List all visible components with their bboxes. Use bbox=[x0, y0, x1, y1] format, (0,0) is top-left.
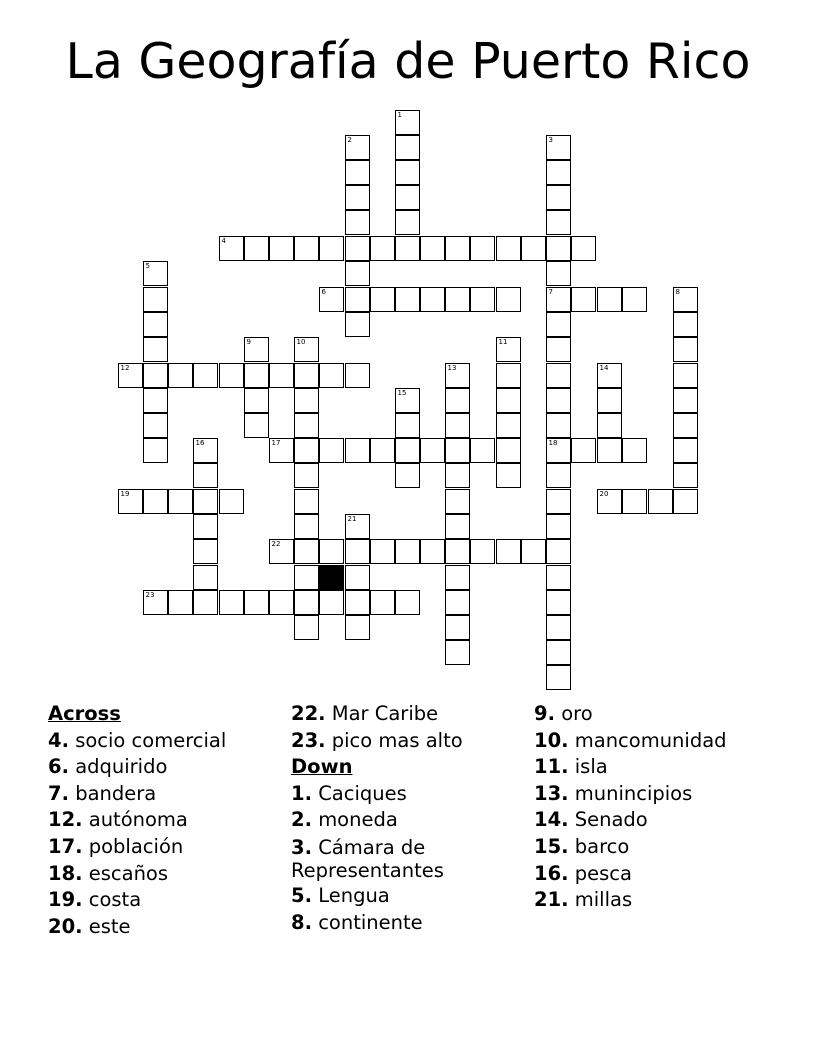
grid-cell[interactable] bbox=[345, 287, 371, 313]
grid-cell[interactable] bbox=[546, 463, 572, 489]
grid-cell[interactable] bbox=[294, 590, 320, 616]
grid-cell[interactable] bbox=[546, 640, 572, 666]
grid-cell[interactable] bbox=[395, 287, 421, 313]
grid-cell[interactable] bbox=[546, 210, 572, 236]
grid-cell[interactable] bbox=[193, 463, 219, 489]
cell-number: 17 bbox=[271, 438, 281, 447]
clue-number: 21. bbox=[534, 888, 569, 912]
grid-cell[interactable] bbox=[546, 565, 572, 591]
grid-cell[interactable] bbox=[445, 489, 471, 515]
grid-cell[interactable] bbox=[244, 363, 270, 389]
cell-number: 10 bbox=[296, 337, 306, 346]
clue-text: Senado bbox=[574, 808, 648, 832]
clue-text: costa bbox=[88, 888, 142, 912]
grid-cell[interactable] bbox=[143, 312, 169, 338]
page-title: La Geografía de Puerto Rico bbox=[65, 33, 751, 90]
grid-cell[interactable] bbox=[597, 413, 623, 439]
cell-number: 7 bbox=[548, 287, 553, 296]
grid-cell[interactable] bbox=[143, 590, 169, 616]
grid-cell[interactable] bbox=[294, 363, 320, 389]
grid-cell[interactable] bbox=[395, 438, 421, 464]
grid-cell[interactable] bbox=[496, 413, 522, 439]
clue-down-15 bbox=[534, 834, 727, 861]
grid-cell[interactable] bbox=[193, 514, 219, 540]
cell-number: 22 bbox=[271, 539, 281, 548]
grid-cell[interactable] bbox=[345, 590, 371, 616]
clue-across-18 bbox=[48, 861, 226, 888]
clue-number: 16. bbox=[534, 861, 569, 885]
clue-across-17 bbox=[48, 834, 226, 861]
grid-cell[interactable] bbox=[370, 287, 396, 313]
clue-text: Caciques bbox=[318, 781, 407, 805]
grid-cell[interactable] bbox=[470, 539, 496, 565]
clue-text: munincipios bbox=[574, 781, 693, 805]
clue-text: moneda bbox=[318, 808, 398, 832]
grid-cell[interactable] bbox=[546, 590, 572, 616]
cell-number: 9 bbox=[246, 337, 251, 346]
grid-cell[interactable] bbox=[571, 236, 597, 262]
grid-cell[interactable] bbox=[597, 388, 623, 414]
clue-down-14 bbox=[534, 807, 727, 834]
cell-number: 8 bbox=[675, 287, 680, 296]
clues-column-1 bbox=[48, 701, 226, 940]
grid-cell[interactable] bbox=[118, 363, 144, 389]
grid-cell[interactable] bbox=[345, 185, 371, 211]
cell-number: 19 bbox=[120, 489, 130, 498]
grid-cell[interactable] bbox=[143, 363, 169, 389]
clue-across-20 bbox=[48, 914, 226, 941]
cell-number: 6 bbox=[321, 287, 326, 296]
clue-down-16 bbox=[534, 861, 727, 888]
grid-cell[interactable] bbox=[319, 539, 345, 565]
clue-down-9 bbox=[534, 701, 727, 728]
grid-cell[interactable] bbox=[496, 463, 522, 489]
clue-text: adquirido bbox=[75, 755, 168, 779]
clue-number: 2. bbox=[291, 808, 312, 832]
grid-cell[interactable] bbox=[445, 363, 471, 389]
grid-cell[interactable] bbox=[244, 236, 270, 262]
cell-number: 15 bbox=[397, 388, 407, 397]
grid-cell[interactable] bbox=[420, 438, 446, 464]
grid-cell[interactable] bbox=[294, 514, 320, 540]
clue-number: 15. bbox=[534, 834, 569, 858]
grid-cell[interactable] bbox=[370, 438, 396, 464]
grid-cell[interactable] bbox=[673, 312, 699, 338]
grid-cell[interactable] bbox=[244, 337, 270, 363]
grid-cell[interactable] bbox=[168, 489, 194, 515]
grid-cell[interactable] bbox=[294, 489, 320, 515]
grid-cell[interactable] bbox=[445, 236, 471, 262]
cell-number: 5 bbox=[145, 261, 150, 270]
grid-cell[interactable] bbox=[143, 489, 169, 515]
grid-cell[interactable] bbox=[193, 565, 219, 591]
clue-number: 8. bbox=[291, 910, 312, 934]
cell-number: 12 bbox=[120, 363, 130, 372]
clue-across-22 bbox=[291, 701, 481, 728]
grid-cell[interactable] bbox=[395, 236, 421, 262]
grid-cell[interactable] bbox=[395, 135, 421, 161]
clue-number: 17. bbox=[48, 834, 83, 858]
clue-number: 7. bbox=[48, 781, 69, 805]
grid-cell[interactable] bbox=[370, 590, 396, 616]
grid-cell[interactable] bbox=[597, 287, 623, 313]
grid-cell[interactable] bbox=[546, 337, 572, 363]
grid-block bbox=[319, 565, 345, 591]
clue-text: pesca bbox=[574, 861, 632, 885]
grid-cell[interactable] bbox=[269, 590, 295, 616]
grid-cell[interactable] bbox=[269, 438, 295, 464]
cell-number: 23 bbox=[145, 590, 155, 599]
grid-cell[interactable] bbox=[345, 261, 371, 287]
clue-down-5 bbox=[291, 883, 481, 910]
clue-across-6 bbox=[48, 754, 226, 781]
grid-cell[interactable] bbox=[496, 236, 522, 262]
clue-down-21 bbox=[534, 887, 727, 914]
clue-number: 20. bbox=[48, 914, 83, 938]
grid-cell[interactable] bbox=[395, 388, 421, 414]
grid-cell[interactable] bbox=[168, 363, 194, 389]
clue-text: continente bbox=[318, 910, 423, 934]
clue-number: 19. bbox=[48, 888, 83, 912]
grid-cell[interactable] bbox=[470, 287, 496, 313]
grid-cell[interactable] bbox=[546, 388, 572, 414]
clue-down-13 bbox=[534, 781, 727, 808]
grid-cell[interactable] bbox=[445, 539, 471, 565]
clue-number: 6. bbox=[48, 755, 69, 779]
clue-across-4 bbox=[48, 728, 226, 755]
grid-cell[interactable] bbox=[244, 388, 270, 414]
grid-cell[interactable] bbox=[168, 590, 194, 616]
grid-cell[interactable] bbox=[546, 438, 572, 464]
clue-down-10 bbox=[534, 728, 727, 755]
clue-down-1 bbox=[291, 781, 481, 808]
grid-cell[interactable] bbox=[673, 388, 699, 414]
grid-cell[interactable] bbox=[546, 261, 572, 287]
grid-cell[interactable] bbox=[673, 413, 699, 439]
grid-cell[interactable] bbox=[673, 337, 699, 363]
grid-cell[interactable] bbox=[395, 463, 421, 489]
grid-cell[interactable] bbox=[673, 363, 699, 389]
cell-number: 18 bbox=[548, 438, 558, 447]
grid-cell[interactable] bbox=[319, 590, 345, 616]
down-heading: Down bbox=[291, 755, 353, 779]
grid-cell[interactable] bbox=[445, 438, 471, 464]
cell-number: 2 bbox=[347, 135, 352, 144]
clue-text: socio comercial bbox=[75, 728, 227, 752]
clue-down-11 bbox=[534, 754, 727, 781]
clue-text: bandera bbox=[75, 781, 157, 805]
grid-cell[interactable] bbox=[294, 565, 320, 591]
cell-number: 3 bbox=[548, 135, 553, 144]
grid-cell[interactable] bbox=[294, 438, 320, 464]
clue-number: 22. bbox=[291, 702, 326, 725]
clue-across-12 bbox=[48, 807, 226, 834]
grid-cell[interactable] bbox=[345, 363, 371, 389]
clue-text: pico mas alto bbox=[331, 728, 463, 752]
grid-cell[interactable] bbox=[546, 135, 572, 161]
clue-across-19 bbox=[48, 887, 226, 914]
grid-cell[interactable] bbox=[244, 413, 270, 439]
grid-cell[interactable] bbox=[470, 236, 496, 262]
grid-cell[interactable] bbox=[395, 210, 421, 236]
grid-cell[interactable] bbox=[470, 438, 496, 464]
grid-cell[interactable] bbox=[546, 160, 572, 186]
grid-cell[interactable] bbox=[143, 388, 169, 414]
clues-column-2 bbox=[291, 701, 481, 936]
grid-cell[interactable] bbox=[597, 363, 623, 389]
grid-cell[interactable] bbox=[673, 489, 699, 515]
grid-cell[interactable] bbox=[345, 539, 371, 565]
grid-cell[interactable] bbox=[445, 590, 471, 616]
grid-cell[interactable] bbox=[219, 590, 245, 616]
grid-cell[interactable] bbox=[294, 463, 320, 489]
grid-cell[interactable] bbox=[319, 363, 345, 389]
grid-cell[interactable] bbox=[521, 236, 547, 262]
grid-cell[interactable] bbox=[571, 287, 597, 313]
grid-cell[interactable] bbox=[673, 438, 699, 464]
clue-across-23 bbox=[291, 728, 481, 755]
grid-cell[interactable] bbox=[143, 287, 169, 313]
clue-number: 9. bbox=[534, 702, 555, 725]
grid-cell[interactable] bbox=[395, 539, 421, 565]
grid-cell[interactable] bbox=[294, 539, 320, 565]
grid-cell[interactable] bbox=[269, 539, 295, 565]
grid-cell[interactable] bbox=[143, 413, 169, 439]
grid-cell[interactable] bbox=[445, 640, 471, 666]
grid-cell[interactable] bbox=[294, 413, 320, 439]
grid-cell[interactable] bbox=[294, 615, 320, 641]
grid-cell[interactable] bbox=[445, 514, 471, 540]
grid-cell[interactable] bbox=[345, 160, 371, 186]
clues-column-3 bbox=[534, 701, 727, 914]
grid-cell[interactable] bbox=[546, 363, 572, 389]
grid-cell[interactable] bbox=[496, 363, 522, 389]
grid-cell[interactable] bbox=[673, 463, 699, 489]
grid-cell[interactable] bbox=[319, 438, 345, 464]
grid-cell[interactable] bbox=[648, 489, 674, 515]
grid-cell[interactable] bbox=[445, 565, 471, 591]
cell-number: 1 bbox=[397, 110, 402, 119]
grid-cell[interactable] bbox=[546, 615, 572, 641]
grid-cell[interactable] bbox=[345, 210, 371, 236]
clue-text: barco bbox=[574, 834, 630, 858]
grid-cell[interactable] bbox=[496, 388, 522, 414]
grid-cell[interactable] bbox=[521, 539, 547, 565]
grid-cell[interactable] bbox=[269, 236, 295, 262]
grid-cell[interactable] bbox=[219, 489, 245, 515]
grid-cell[interactable] bbox=[193, 438, 219, 464]
grid-cell[interactable] bbox=[370, 539, 396, 565]
clue-text: Lengua bbox=[318, 883, 390, 907]
cell-number: 14 bbox=[599, 363, 609, 372]
grid-cell[interactable] bbox=[571, 438, 597, 464]
grid-cell[interactable] bbox=[395, 185, 421, 211]
clue-number: 18. bbox=[48, 861, 83, 885]
grid-cell[interactable] bbox=[143, 438, 169, 464]
cell-number: 4 bbox=[221, 236, 226, 245]
grid-cell[interactable] bbox=[294, 236, 320, 262]
clue-number: 14. bbox=[534, 808, 569, 832]
clue-number: 3. bbox=[291, 835, 312, 859]
grid-cell[interactable] bbox=[496, 438, 522, 464]
grid-cell[interactable] bbox=[496, 539, 522, 565]
clue-number: 11. bbox=[534, 755, 569, 779]
grid-cell[interactable] bbox=[219, 236, 245, 262]
grid-cell[interactable] bbox=[597, 438, 623, 464]
cell-number: 11 bbox=[498, 337, 508, 346]
grid-cell[interactable] bbox=[294, 388, 320, 414]
grid-cell[interactable] bbox=[143, 261, 169, 287]
grid-cell[interactable] bbox=[445, 413, 471, 439]
grid-cell[interactable] bbox=[345, 615, 371, 641]
grid-cell[interactable] bbox=[269, 363, 295, 389]
clue-across-7 bbox=[48, 781, 226, 808]
clue-number: 4. bbox=[48, 728, 69, 752]
grid-cell[interactable] bbox=[445, 615, 471, 641]
cell-number: 13 bbox=[447, 363, 457, 372]
clue-text: mancomunidad bbox=[574, 728, 727, 752]
grid-cell[interactable] bbox=[597, 489, 623, 515]
grid-cell[interactable] bbox=[546, 185, 572, 211]
clue-text: este bbox=[88, 914, 131, 938]
grid-cell[interactable] bbox=[622, 438, 648, 464]
clue-down-3 bbox=[291, 834, 481, 883]
grid-cell[interactable] bbox=[420, 287, 446, 313]
clue-number: 10. bbox=[534, 728, 569, 752]
clue-number: 12. bbox=[48, 808, 83, 832]
clue-text: oro bbox=[561, 702, 593, 725]
grid-cell[interactable] bbox=[546, 236, 572, 262]
grid-cell[interactable] bbox=[244, 590, 270, 616]
grid-cell[interactable] bbox=[193, 489, 219, 515]
grid-cell[interactable] bbox=[395, 110, 421, 136]
clue-text: autónoma bbox=[88, 808, 188, 832]
grid-cell[interactable] bbox=[319, 287, 345, 313]
grid-cell[interactable] bbox=[496, 287, 522, 313]
grid-cell[interactable] bbox=[294, 337, 320, 363]
clue-text: escaños bbox=[88, 861, 169, 885]
grid-cell[interactable] bbox=[546, 665, 572, 691]
clue-text: millas bbox=[574, 888, 633, 912]
grid-cell[interactable] bbox=[345, 135, 371, 161]
grid-cell[interactable] bbox=[345, 514, 371, 540]
grid-cell[interactable] bbox=[395, 160, 421, 186]
across-heading: Across bbox=[48, 702, 121, 725]
clue-down-2 bbox=[291, 807, 481, 834]
grid-cell[interactable] bbox=[420, 236, 446, 262]
grid-cell[interactable] bbox=[420, 539, 446, 565]
grid-cell[interactable] bbox=[345, 312, 371, 338]
clue-text: isla bbox=[574, 755, 608, 779]
grid-cell[interactable] bbox=[193, 539, 219, 565]
grid-cell[interactable] bbox=[118, 489, 144, 515]
clue-text: Cámara de Representantes bbox=[291, 835, 444, 882]
grid-cell[interactable] bbox=[319, 236, 345, 262]
cell-number: 21 bbox=[347, 514, 357, 523]
grid-cell[interactable] bbox=[622, 287, 648, 313]
clue-number: 13. bbox=[534, 781, 569, 805]
grid-cell[interactable] bbox=[445, 388, 471, 414]
grid-cell[interactable] bbox=[395, 413, 421, 439]
grid-cell[interactable] bbox=[219, 363, 245, 389]
grid-cell[interactable] bbox=[193, 590, 219, 616]
grid-cell[interactable] bbox=[395, 590, 421, 616]
grid-cell[interactable] bbox=[673, 287, 699, 313]
grid-cell[interactable] bbox=[622, 489, 648, 515]
cell-number: 20 bbox=[599, 489, 609, 498]
grid-cell[interactable] bbox=[445, 463, 471, 489]
grid-cell[interactable] bbox=[345, 565, 371, 591]
clue-number: 5. bbox=[291, 883, 312, 907]
grid-cell[interactable] bbox=[546, 312, 572, 338]
clue-text: Mar Caribe bbox=[331, 702, 439, 725]
grid-cell[interactable] bbox=[546, 413, 572, 439]
clue-number: 23. bbox=[291, 728, 326, 752]
clue-down-8 bbox=[291, 910, 481, 937]
grid-cell[interactable] bbox=[546, 287, 572, 313]
grid-cell[interactable] bbox=[345, 438, 371, 464]
grid-cell[interactable] bbox=[370, 236, 396, 262]
cell-number: 16 bbox=[195, 438, 205, 447]
clue-text: población bbox=[88, 834, 184, 858]
grid-cell[interactable] bbox=[445, 287, 471, 313]
grid-cell[interactable] bbox=[546, 539, 572, 565]
clue-number: 1. bbox=[291, 781, 312, 805]
grid-cell[interactable] bbox=[193, 363, 219, 389]
grid-cell[interactable] bbox=[345, 236, 371, 262]
grid-cell[interactable] bbox=[546, 514, 572, 540]
grid-cell[interactable] bbox=[143, 337, 169, 363]
grid-cell[interactable] bbox=[496, 337, 522, 363]
grid-cell[interactable] bbox=[546, 489, 572, 515]
